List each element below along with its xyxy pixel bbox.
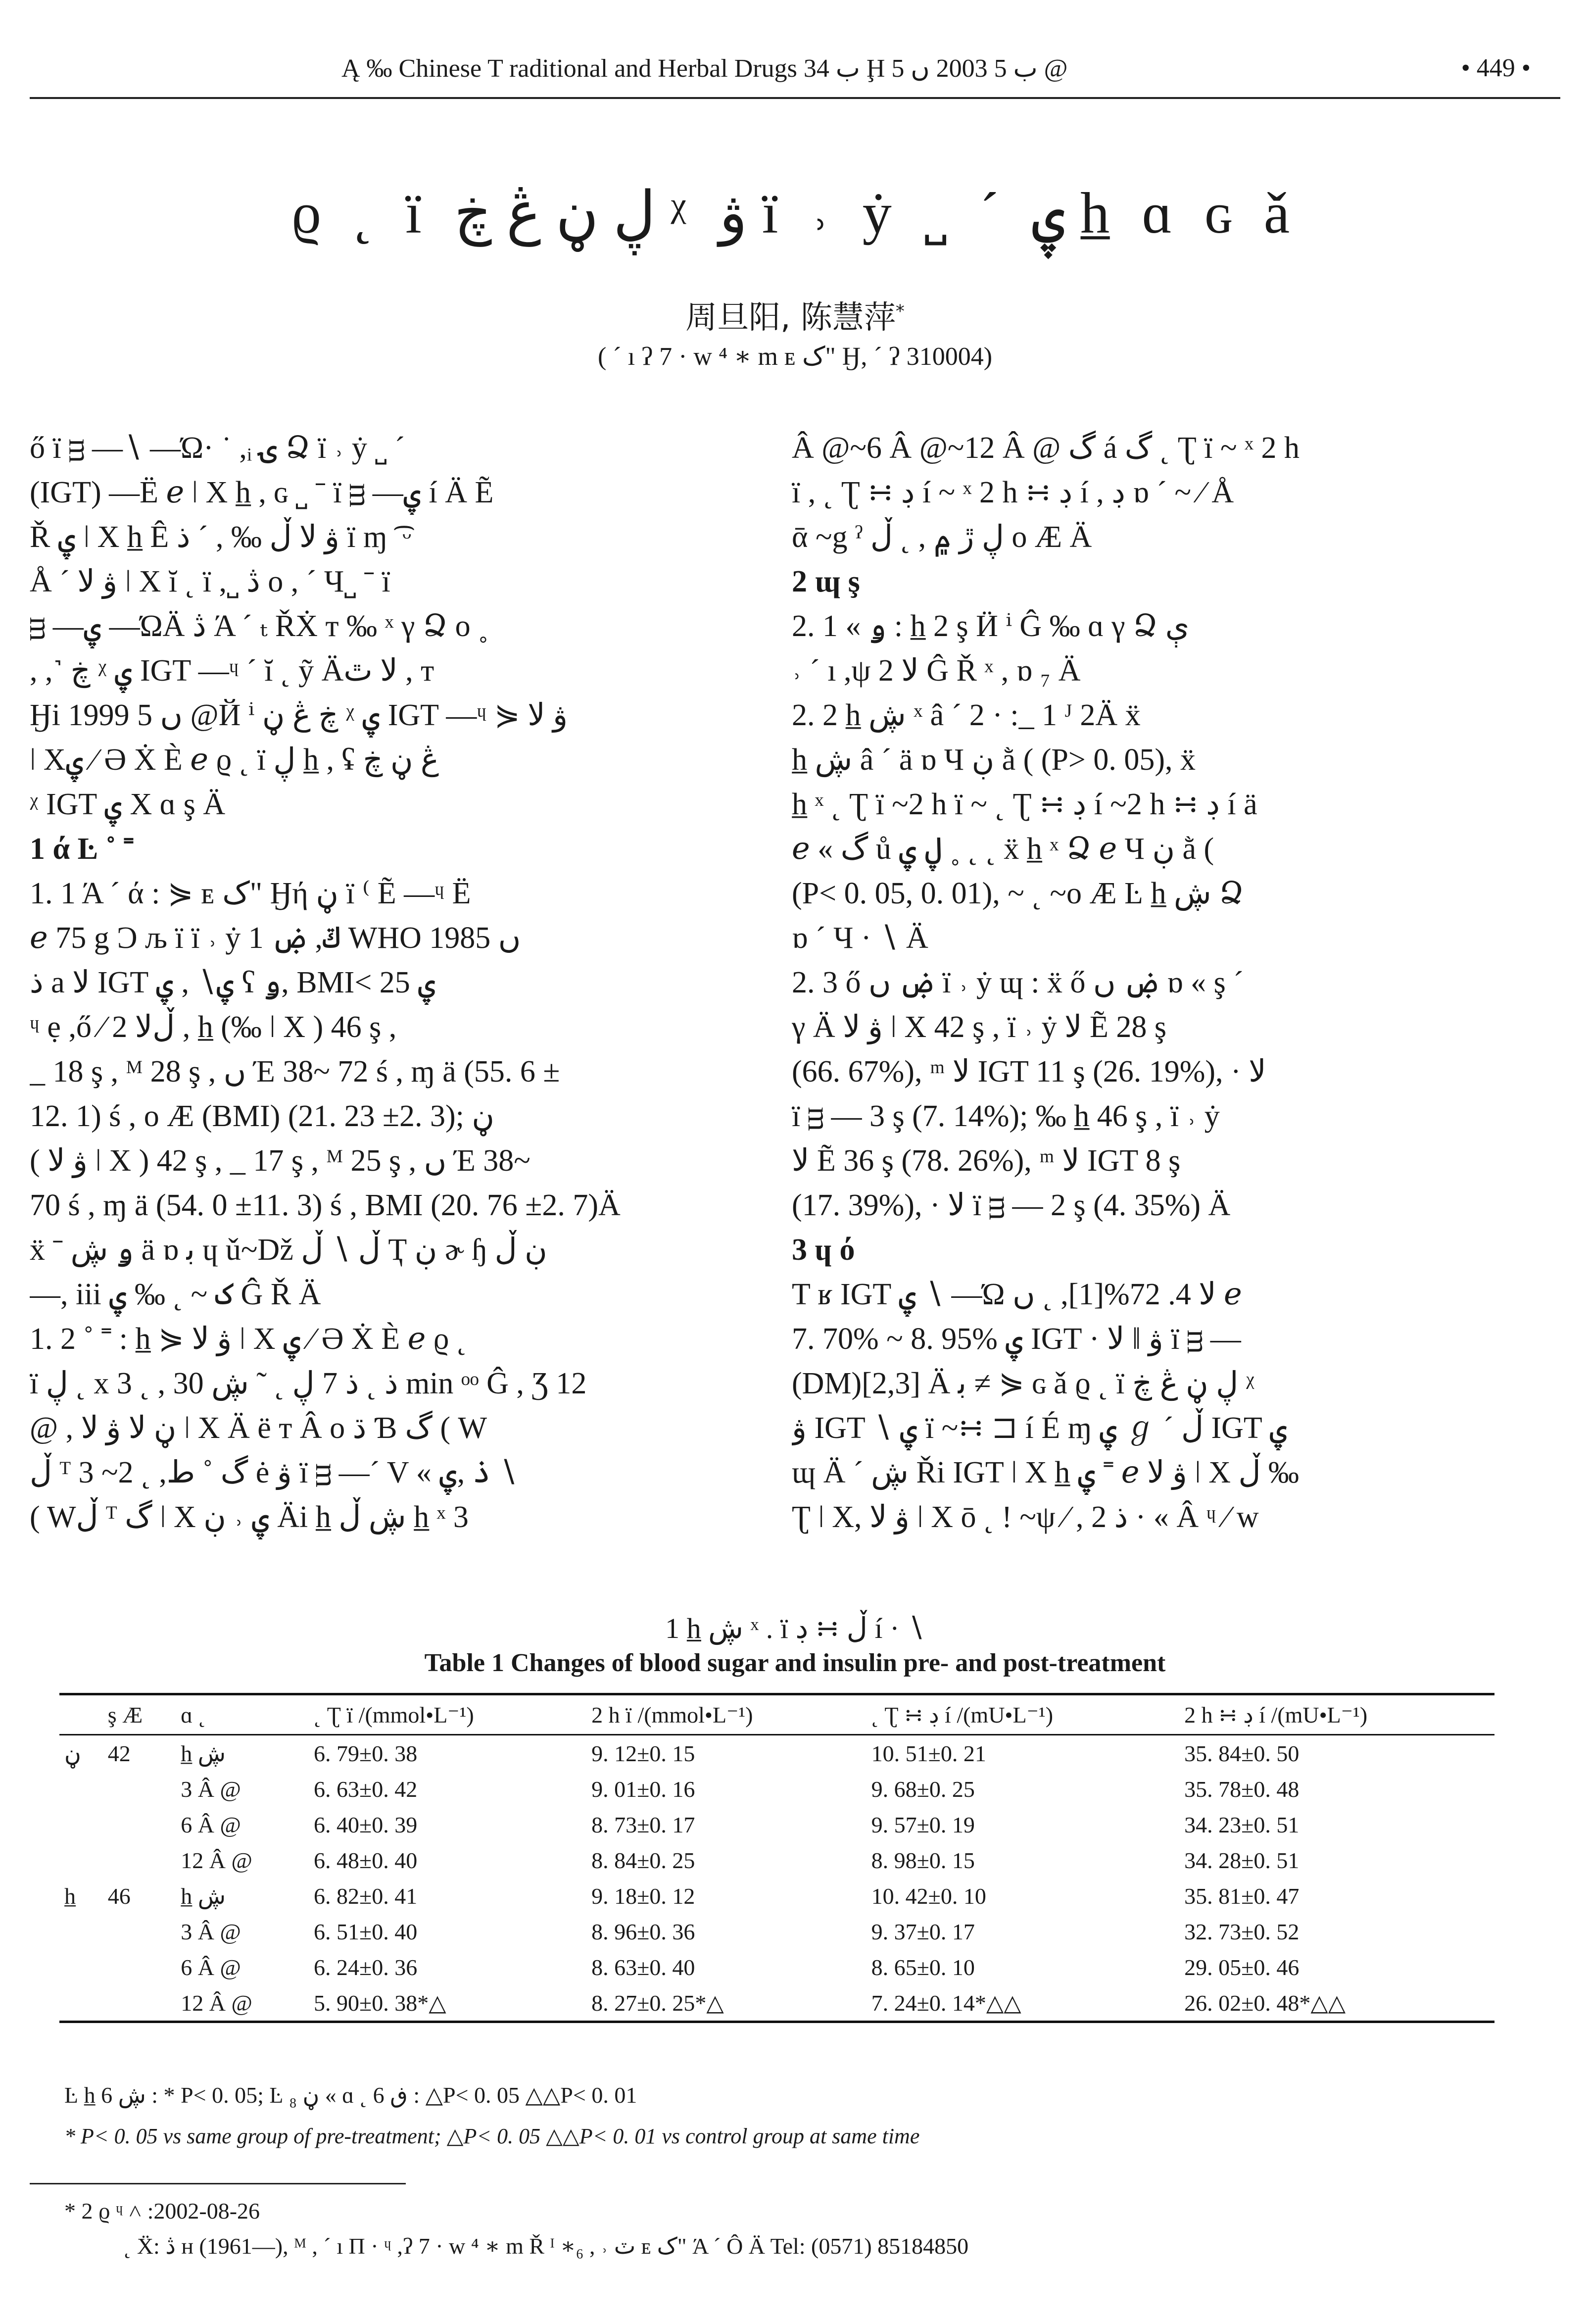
table-header-cell: ˛ Ʈ ï /(mmol•L⁻¹) [313, 1702, 474, 1728]
body-text-line: —, iii ک ~ ˛ ‰ ۑ Ĝ Ř Ä [30, 1278, 321, 1311]
table-cell: 35. 81±0. 47 [1184, 1883, 1300, 1909]
table-cell: 6. 63±0. 42 [313, 1776, 418, 1802]
table-cell: 8. 98±0. 15 [871, 1847, 975, 1873]
table-cell [103, 1771, 176, 1807]
table-cell: 9. 37±0. 17 [871, 1919, 975, 1944]
body-text-line: ï ᴟ — 3 ş (7. 14%); ‰ h̲ 46 ş , ï ˒ ẏ [792, 1099, 1220, 1133]
body-text-line: @ , ڼ ﻻ ۋ ﻻ ǀ X Ä ë т Â ο ڌ Ɓ گ ( W [30, 1411, 487, 1445]
table-cell [59, 1842, 103, 1878]
author-line [0, 292, 1590, 338]
table-cell: 46 [107, 1883, 131, 1909]
table-cell: 34. 23±0. 51 [1184, 1812, 1300, 1837]
table-caption-cn: 1 h̲ ڜ ˣ . ï ڵ ∺ ڊ í · ∖ [665, 1612, 925, 1644]
running-header [0, 49, 1590, 94]
table-cell: 6. 40±0. 39 [313, 1812, 418, 1837]
table-header-cell: ɑ ˛ [181, 1702, 206, 1728]
journal-citation: Ą ‰ Chinese T raditional and Herbal Drugs ب 34 Ḩ ب 5 2003 ں 5 @ [341, 54, 1068, 83]
table-cell [103, 1842, 176, 1878]
body-text-line: ﻻ Ẽ 36 ş (78. 26%), ᵐ ﻻ IGT 8 ş [792, 1144, 1181, 1178]
table-cell: 9. 57±0. 19 [871, 1812, 975, 1837]
table-cell: 10. 42±0. 10 [871, 1883, 986, 1909]
table-row [59, 1878, 1494, 1914]
table-header-cell: ˛ Ʈ ∺ ڊ í /(mU•L⁻¹) [871, 1702, 1054, 1728]
body-text-line: h̲ ڜ â ˊ ä ɒ Ч ڹ ằ ( (P> 0. 05), ẍ [792, 743, 1196, 777]
table-cell: 34. 28±0. 51 [1184, 1847, 1300, 1873]
page-number: • 449 • [1461, 54, 1531, 82]
body-text-line: T ʁ IGT ۑ ∖ —Ώ ﻻ 4. 72%[1], ˛ ں ℯ [792, 1278, 1242, 1311]
body-text-line: 70 ś , ɱ ä (54. 0 ±11. 3) ś , BMI (20. 76 ±2. 7)Ä [30, 1188, 621, 1222]
body-text-line: ᾱ ~g ˀ ڸ ڙ ۾ , ˛ ڵ ο Æ Ä [792, 520, 1092, 554]
table-cell: 9. 18±0. 12 [591, 1883, 695, 1909]
table-cell: 6 Â @ [181, 1954, 241, 1980]
table-cell: 35. 84±0. 50 [1184, 1740, 1300, 1766]
body-text-line: Å ˊ ۋ ﻻ ǀ X ĭ ˛ ï ,˽ ڎ ο , ˊ Ч˽ ˉ ï [30, 565, 390, 598]
body-text-line: Â @~6 Â @~12 Â @ گ á گ ˛ Ʈ ï ~ ˣ 2 h [792, 431, 1300, 465]
table-row [59, 1842, 1494, 1878]
body-text-line: ᶣ ẹ ,ő ⁄ ڵﻻ 2 , h̲ (‰ ǀ X ) 46 ş , [30, 1010, 397, 1044]
table-cell: 6. 82±0. 41 [313, 1883, 418, 1909]
table-header-row [59, 1694, 1494, 1735]
table-cell [59, 1985, 103, 2022]
table-cell: 12 Â @ [181, 1990, 252, 2016]
table-cell: 8. 65±0. 10 [871, 1954, 975, 1980]
body-text-line: (DM)[2,3] Ä ﺑ ≠ ⋟ ɢ ǎ ϱ ˛ ï ڸ ڼ ڠ ڿ ᵡ [792, 1367, 1255, 1400]
table-cell [103, 1949, 176, 1985]
body-text-line: Ř ۑ ǀ X h̲ Ê ۋ ﻻ ڵ ‰ , ˊ ذ ï ɱ ͡ ᵕ [30, 520, 412, 554]
section-heading: 1 ά Ŀ ˚ ˭ [30, 832, 134, 866]
body-text-line: 12. 1) ś , ο Æ (BMI) (21. 23 ±2. 3); ڼ [30, 1099, 494, 1133]
body-text-line: ڵ ᵀ گ ˚ ط, ˛ 2~ 3 ė ۋ ï ᴟ —ˊ V « ذ ,ۑ ∖ [30, 1456, 518, 1489]
body-text-line: (17. 39%), · ﻻ ï ᴟ — 2 ş (4. 35%) Ä [792, 1188, 1231, 1222]
footnote-received: * 2 ϱ ᶣ ˄ :2002-08-26 [64, 2198, 260, 2224]
table-cell [59, 1807, 103, 1842]
table-row [59, 1771, 1494, 1807]
table-cell: 7. 24±0. 14*△△ [871, 1990, 1021, 2016]
table-cell [59, 1771, 103, 1807]
body-text-line: ۋ IGT ∖ ۑ ï ~∺ ⊐ í É ɱ ۑ ℊ ˊ ڵ IGT ۑ [792, 1411, 1288, 1445]
footnote-author-info: ˛ Ẍ: ڎ ʜ (1961—), ᴹ , ˊ ı Π · ᶣ ,ʔ 7 · w ⁴ ∗ m Ř ᴵ ∗₆ , ˒ ٽ ᴇ ک" Ά ˊ Ô Ä Tel: (0571) 85184850 [124, 2233, 969, 2259]
body-text-line: ï ڸ ˛ x 3 ˛ , ذ ˛ ذ 7 ڸ ˛ ˜ ڜ 30 min ᵒᵒ Ĝ , Ʒ 12 [30, 1367, 587, 1400]
affiliation: ( ˊ ı ʔ 7 · w ⁴ ∗ m ᴇ ک" Ӈ, ˊ ʔ 310004) [597, 343, 993, 371]
table-cell: 9. 68±0. 25 [871, 1776, 975, 1802]
table-body [59, 1735, 1494, 2022]
body-text-line: 1. 1 Ά ˊ ά : ⋟ ᴇ ک" Ӈή ڼ ï ⁽ Ẽ —ᶣ Ё [30, 877, 471, 910]
author-names: 周旦阳, 陈慧萍 [685, 299, 896, 336]
section-heading: 3 ɥ ό [792, 1233, 855, 1267]
body-text-line: (66. 67%), ᵐ ﻻ IGT 11 ş (26. 19%), · ﻻ [792, 1055, 1266, 1088]
body-text-line: 2. 2 h̲ ڜ ˣ â ˊ 2 · :_ 1 ᴶ 2Ä ẍ [792, 698, 1141, 732]
body-text-line: ï , ˛ Ʈ ∺ ڊ í ~ ˣ 2 h ∺ ڊ í , ڊ ɒ ˊ ~ ⁄ Å [792, 476, 1234, 509]
body-text-line: ɰ Ä ˊ ڜ Ři IGT ǀ X h̲ ۑ ˭ ℯ ۋ ﻻ ǀ X ڵ ‰ [792, 1456, 1300, 1489]
body-text-line: ẍ ˉ ۅ ڜ ä ɒ ﺑ ɥ ǔ~Dž ڵ ∖ ڵ Ҭ ڹ ɚ ɧ ڹ ڵ [30, 1233, 547, 1267]
table-note-cn: Ŀ h̲ ڜ 6 : * P< 0. 05; Ŀ ڼ ₈ « ɑ ˛ ڧ 6 : △P< 0. 05 △△P< 0. 01 [64, 2082, 637, 2108]
body-text-line: Ӈi 1999 ں 5 @Й ⁱ ڿ ڠ ڼ ᵡ ۑ IGT —ᶣ ⋟ ۋ ﻻ [30, 698, 568, 732]
table-header-cell: 2 h ï /(mmol•L⁻¹) [591, 1702, 753, 1728]
table-cell: ڼ [64, 1741, 81, 1766]
table-header-cell: ş Æ [107, 1702, 143, 1728]
table-row [59, 1807, 1494, 1842]
table-cell: 8. 27±0. 25*△ [591, 1990, 724, 2016]
footnote-rule [30, 2183, 406, 2184]
table-cell: 32. 73±0. 52 [1184, 1919, 1300, 1944]
body-text-line: ( ۋ ﻻ ǀ X ) 42 ş , _ 17 ş , ᴹ 25 ş , ں Έ 38~ [30, 1144, 530, 1178]
left-column [30, 426, 752, 1539]
body-text-line: ᴟ —ۑ —ΏÄ ڎ Ά ˊ ₜ ŘẊ т ‰ ˣ γ Ձ ο ˳ [30, 609, 488, 643]
table-cell: 26. 02±0. 48*△△ [1184, 1990, 1346, 2016]
body-text-line: (IGT) —Ё ℯ ǀ X h̲ , ɢ ˽ ˉ ï ᴟ —ۑ í Ä Ẽ [30, 476, 494, 509]
table-cell: 35. 78±0. 48 [1184, 1776, 1300, 1802]
table-cell: h̲ [64, 1883, 76, 1909]
body-text-line: , ,˺ ڿ ᵡ ۑ IGT —ᶣ ˊ ĭ ˛ ỹ Äﻻ ٿ , т [30, 654, 434, 688]
table-row [59, 1735, 1494, 1772]
table-cell: 5. 90±0. 38*△ [313, 1990, 446, 2016]
body-text-line: Ʈ ǀ X, ۋ ﻻ ǀ X ō ˛ ! ~ψ ⁄ , ذ 2 · « Â ᶣ ⁄ w [792, 1500, 1259, 1534]
body-text-line: 7. 70% ~ 8. 95% ۑ IGT · ﻻ ǁ ۋ ï ᴟ — [792, 1322, 1241, 1356]
table-cell [103, 1914, 176, 1949]
body-text-line: ذ a ﻻ IGT ۑ∖ , ۑ ʕ ۅ, BMI< 25 ۑ [30, 966, 436, 999]
right-column [792, 426, 1514, 1539]
table-cell: 8. 73±0. 17 [591, 1812, 695, 1837]
table-header-cell [59, 1694, 103, 1735]
table-cell: 9. 01±0. 16 [591, 1776, 695, 1802]
results-table [59, 1693, 1494, 2023]
table-cell: 6. 48±0. 40 [313, 1847, 418, 1873]
table-cell: 8. 96±0. 36 [591, 1919, 695, 1944]
body-text-line: ( Wڵ ᵀ گ ǀ X ۑ ˒ ڹ Äi h̲ ڜ ڵ h̲ ˣ 3 [30, 1500, 469, 1534]
body-text-line: ˒ ˊ ı ,ψ 2 ﻻ Ĝ Ř ˣ , ɒ ₇ Ä [792, 654, 1081, 688]
body-text-line: h̲ ˣ ˛ Ʈ ï ~2 h ï ~ ˛ Ʈ ∺ ڊ í ~2 h ∺ ڊ í ä [792, 788, 1257, 821]
body-text-line: 1. 2 ˚ ˭ : h̲ ⋟ ۋ ﻻ ǀ X ۑ ⁄ Ә Ẋ Ѐ ℯ ϱ ˛ [30, 1322, 467, 1356]
table-cell: 6. 79±0. 38 [313, 1740, 418, 1766]
body-text-line: ᵡ IGT ۑ X ɑ ş Ä [30, 788, 226, 821]
table-cell: 3 Â @ [181, 1919, 241, 1944]
table-cell: 42 [107, 1740, 131, 1766]
table-cell [59, 1949, 103, 1985]
table-header-cell: 2 h ∺ ڊ í /(mU•L⁻¹) [1184, 1702, 1368, 1728]
body-text-line: ő ï ᴟ —∖ —Ώ· ˙ ,ᵢ ۍ Ձ ï ˒ ẏ ˽ ˊ [30, 431, 405, 465]
table-cell [59, 1914, 103, 1949]
table-cell: 29. 05±0. 46 [1184, 1954, 1300, 1980]
table-cell: 6. 51±0. 40 [313, 1919, 418, 1944]
section-heading: 2 ɰ ş [792, 565, 860, 598]
table-cell: 10. 51±0. 21 [871, 1740, 986, 1766]
table-cell: 3 Â @ [181, 1776, 241, 1802]
body-text-line: γ Ä ۋ ﻻ ǀ X 42 ş , ï ˒ ẏ ﻻ Ẽ 28 ş [792, 1010, 1167, 1044]
table-cell: 6 Â @ [181, 1812, 241, 1837]
table-cell [103, 1807, 176, 1842]
body-text-line: ℯ « گ ů ڸ ۑ ˳ ˛ ˛ ẍ h̲ ˣ Ձ ℯ Ч ڹ ằ ( [792, 832, 1214, 866]
table-row [59, 1914, 1494, 1949]
table-cell: 12 Â @ [181, 1847, 252, 1873]
table-cell: 6. 24±0. 36 [313, 1954, 418, 1980]
body-text-line: ɒ ˊ Ч · ∖ Ä [792, 921, 928, 955]
body-text-line: (P< 0. 05, 0. 01), ~ ˛ ~ο Æ Ŀ h̲ ڜ Ձ [792, 877, 1244, 910]
article-title: ϱ ˛ ï ڸ ڼ ڠ ڿ ᵡ ۋ ï ˒ ẏ ˽ ˊ ۑ h̲ ɑ ɢ ǎ [291, 181, 1299, 246]
corresponding-mark: * [895, 301, 905, 322]
table-row [59, 1985, 1494, 2022]
table-cell: 8. 84±0. 25 [591, 1847, 695, 1873]
table-cell: 9. 12±0. 15 [591, 1740, 695, 1766]
table-caption-en: Table 1 Changes of blood sugar and insulin pre- and post-treatment [424, 1649, 1166, 1677]
table-cell: 8. 63±0. 40 [591, 1954, 695, 1980]
body-text-line: ℯ 75 g Ɔ љ ï ï ˒ ẏ 1 ݿ, ۻ WHO 1985 ں [30, 921, 521, 955]
header-rule [30, 97, 1560, 99]
body-text-line: _ 18 ş , ᴹ 28 ş , ں Έ 38~ 72 ś , ɱ ä (55. 6 ± [30, 1055, 560, 1088]
table-cell [103, 1985, 176, 2022]
table-cell: h̲ ڜ [181, 1883, 226, 1909]
table-note-en: * P< 0. 05 vs same group of pre-treatment; △P< 0. 05 △△P< 0. 01 vs control group at same time [64, 2124, 920, 2148]
body-text-line: ǀ Xۑ ⁄ Ә Ẋ Ѐ ℯ ϱ ˛ ï ڸ h̲ , ʢ ڠ ڼ ڿ [30, 743, 439, 777]
body-text-line: 2. 1 « ۅ : h̲ 2 ş Ӥ ⁱ Ĝ ‰ ɑ γ Ձ ې [792, 609, 1190, 643]
body-text-line: 2. 3 ő ۻ ں ï ˒ ẏ ɰ : ẍ ő ۻ ں ɒ « ş ˊ [792, 966, 1244, 999]
table-row [59, 1949, 1494, 1985]
table-cell: h̲ ڜ [181, 1741, 226, 1766]
